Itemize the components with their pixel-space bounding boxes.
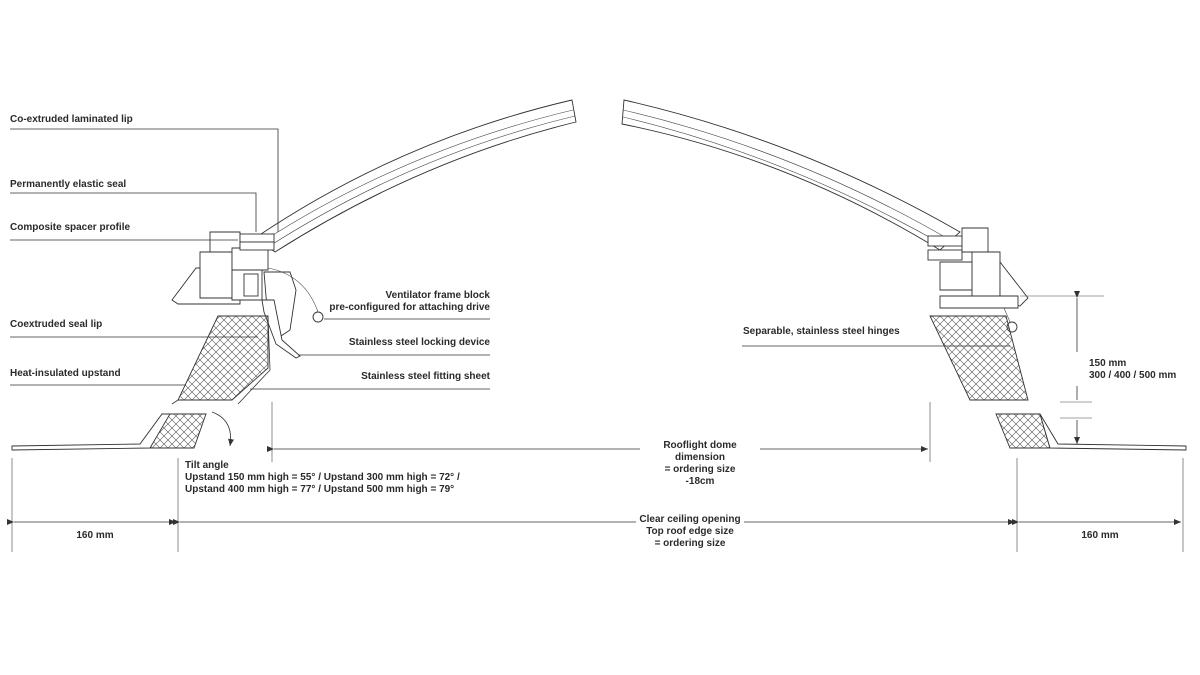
label-ventilator-1: Ventilator frame block [385, 290, 490, 301]
dome-dimension-3: = ordering size [664, 464, 736, 475]
dome-dimension-4: -18cm [685, 476, 715, 487]
tilt-angle-arrow [212, 412, 231, 446]
opening-dimension-1: Clear ceiling opening [639, 514, 741, 525]
label-locking-device: Stainless steel locking device [348, 337, 490, 348]
tilt-angle-line-1: Upstand 150 mm high = 55° / Upstand 300 mm high = 72° / [185, 472, 460, 483]
label-elastic-seal: Permanently elastic seal [10, 179, 127, 190]
tilt-angle-line-2: Upstand 400 mm high = 77° / Upstand 500 mm high = 79° [185, 484, 455, 495]
right-base-flange [996, 414, 1186, 450]
label-spacer-profile: Composite spacer profile [10, 222, 131, 233]
label-upstand: Heat-insulated upstand [10, 368, 121, 379]
leader-lines [10, 129, 1010, 389]
dome-dimension-2: dimension [674, 452, 726, 463]
opening-dimension-3: = ordering size [654, 538, 726, 549]
opening-dimension-2: Top roof edge size [646, 526, 734, 537]
label-ventilator-2: pre-configured for attaching drive [329, 302, 490, 313]
left-width-dimension: 160 mm [76, 530, 114, 541]
left-dome-shell [255, 100, 576, 252]
height-dimension-1: 150 mm [1089, 358, 1127, 369]
right-width-dimension: 160 mm [1081, 530, 1119, 541]
tilt-angle-title: Tilt angle [185, 460, 229, 471]
label-fitting-sheet: Stainless steel fitting sheet [361, 371, 490, 382]
dome-dimension-1: Rooflight dome [663, 440, 737, 451]
left-upstand [172, 316, 270, 404]
label-seal-lip: Coextruded seal lip [10, 319, 103, 330]
height-dimension-2: 300 / 400 / 500 mm [1089, 370, 1177, 381]
label-hinges: Separable, stainless steel hinges [743, 326, 900, 337]
right-dome-shell [622, 100, 960, 250]
left-base-flange [12, 414, 206, 450]
label-co-extruded-lip: Co-extruded laminated lip [10, 114, 133, 125]
